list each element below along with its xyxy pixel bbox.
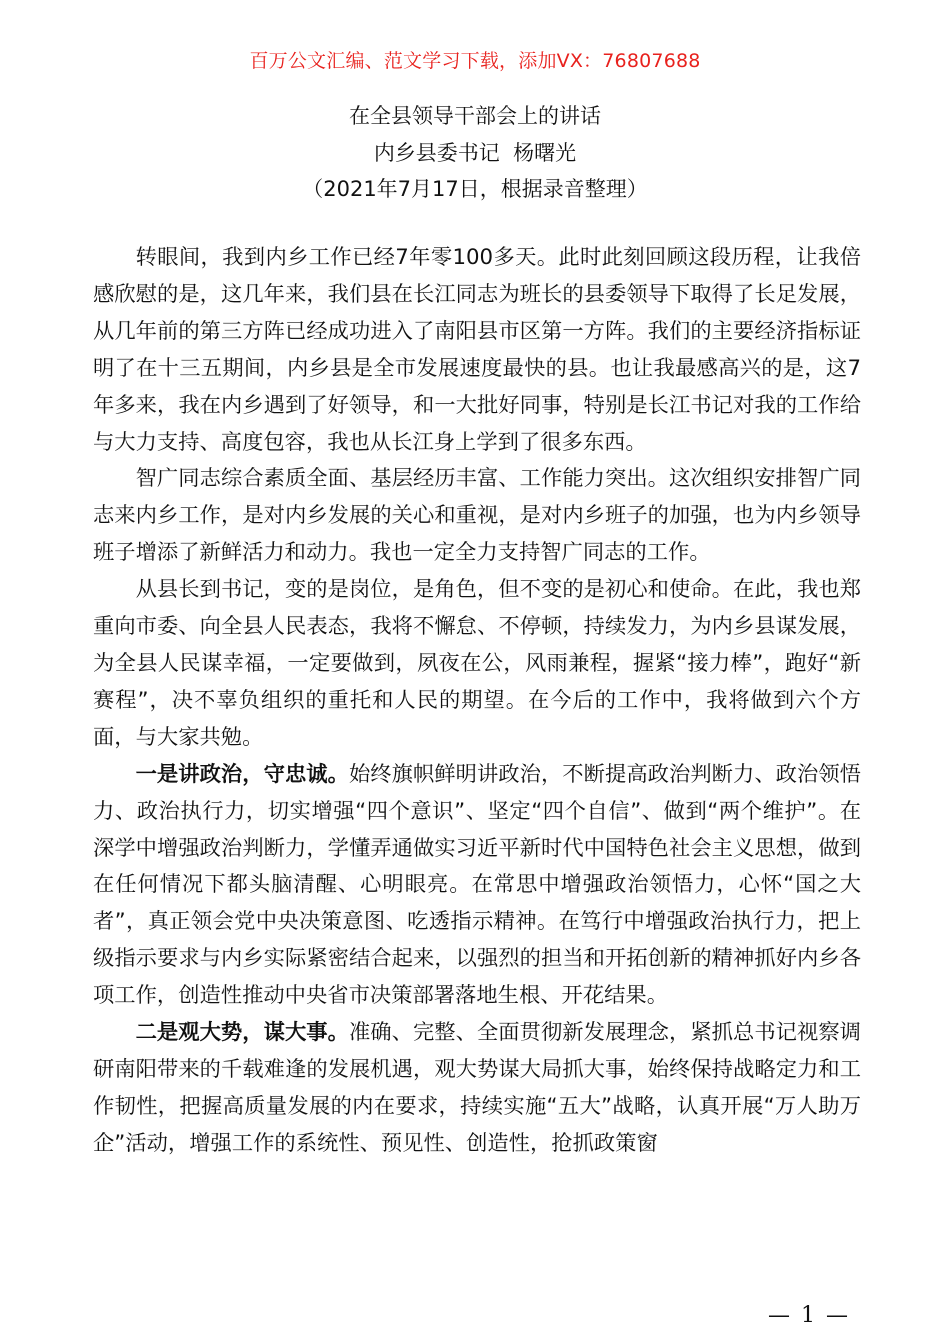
paragraph-text: 智广同志综合素质全面、基层经历丰富、工作能力突出。这次组织安排智广同志来内乡工作，是对内乡发展的关心和重视，是对内乡班子的加强，也为内乡领导班子增添了新鲜活力和动力。我也一定全力支持智广同志的工作。: [93, 466, 861, 566]
watermark-banner: 百万公文汇编、范文学习下载，添加VX：76807688: [249, 50, 701, 72]
paragraph-text: 转眼间，我到内乡工作已经7年零100多天。此时此刻回顾这段历程，让我倍感欣慰的是，这几年来，我们县在长江同志为班长的县委领导下取得了长足发展，从几年前的第三方阵已经成功进入了南阳县市区第一方阵。我们的主要经济指标证明了在十三五期间，内乡县是全市发展速度最快的县。也让我最感高兴的是，这7年多来，我在内乡遇到了好领导，和一大批好同事，特别是长江书记对我的工作给与大力支持、高度包容，我也从长江身上学到了很多东西。: [93, 245, 861, 455]
paragraph-4: [93, 757, 861, 1015]
paragraph-3: [93, 572, 861, 757]
paragraph-5: [93, 1015, 861, 1163]
paragraph-text: 从县长到书记，变的是岗位，是角色，但不变的是初心和使命。在此，我也郑重向市委、向全县人民表态，我将不懈怠、不停顿，持续发力，为内乡县谋发展，为全县人民谋幸福，一定要做到，夙夜在公，风雨兼程，握紧“接力棒”，跑好“新赛程”，决不辜负组织的重托和人民的期望。在今后的工作中，我将做到六个方面，与大家共勉。: [93, 577, 861, 750]
document-date-note: （2021年7月17日，根据录音整理）: [302, 177, 648, 201]
paragraph-text: 始终旗帜鲜明讲政治，不断提高政治判断力、政治领悟力、政治执行力，切实增强“四个意识”、坚定“四个自信”、做到“两个维护”。在深学中增强政治判断力，学懂弄通做实习近平新时代中国特色社会主义思想，做到在任何情况下都头脑清醒、心明眼亮。在常思中增强政治领悟力，心怀“国之大者”，真正领会党中央决策意图、吃透指示精神。在笃行中增强政治执行力，把上级指示要求与内乡实际紧密结合起来，以强烈的担当和开拓创新的精神抓好内乡各项工作，创造性推动中央省市决策部署落地生根、开花结果。: [93, 761, 861, 1009]
paragraph-text: 准确、完整、全面贯彻新发展理念，紧抓总书记视察调研南阳带来的千载难逢的发展机遇，观大势谋大局抓大事，始终保持战略定力和工作韧性，把握高质量发展的内在要求，持续实施“五大”战略，认真开展“万人助万企”活动，增强工作的系统性、预见性、创造性，抢抓政策窗: [93, 1020, 861, 1156]
document-title: 在全县领导干部会上的讲话: [349, 104, 601, 128]
document-body: [93, 240, 861, 1163]
paragraph-2: [93, 461, 861, 572]
page-number: — 1 —: [768, 1303, 850, 1328]
paragraph-1: [93, 240, 861, 461]
paragraph-lead-heading: 二是观大势，谋大事。: [135, 1020, 349, 1046]
document-author: 内乡县委书记 杨曙光: [373, 140, 577, 165]
document-header: [0, 98, 950, 208]
paragraph-lead-heading: 一是讲政治，守忠诚。: [135, 761, 349, 787]
